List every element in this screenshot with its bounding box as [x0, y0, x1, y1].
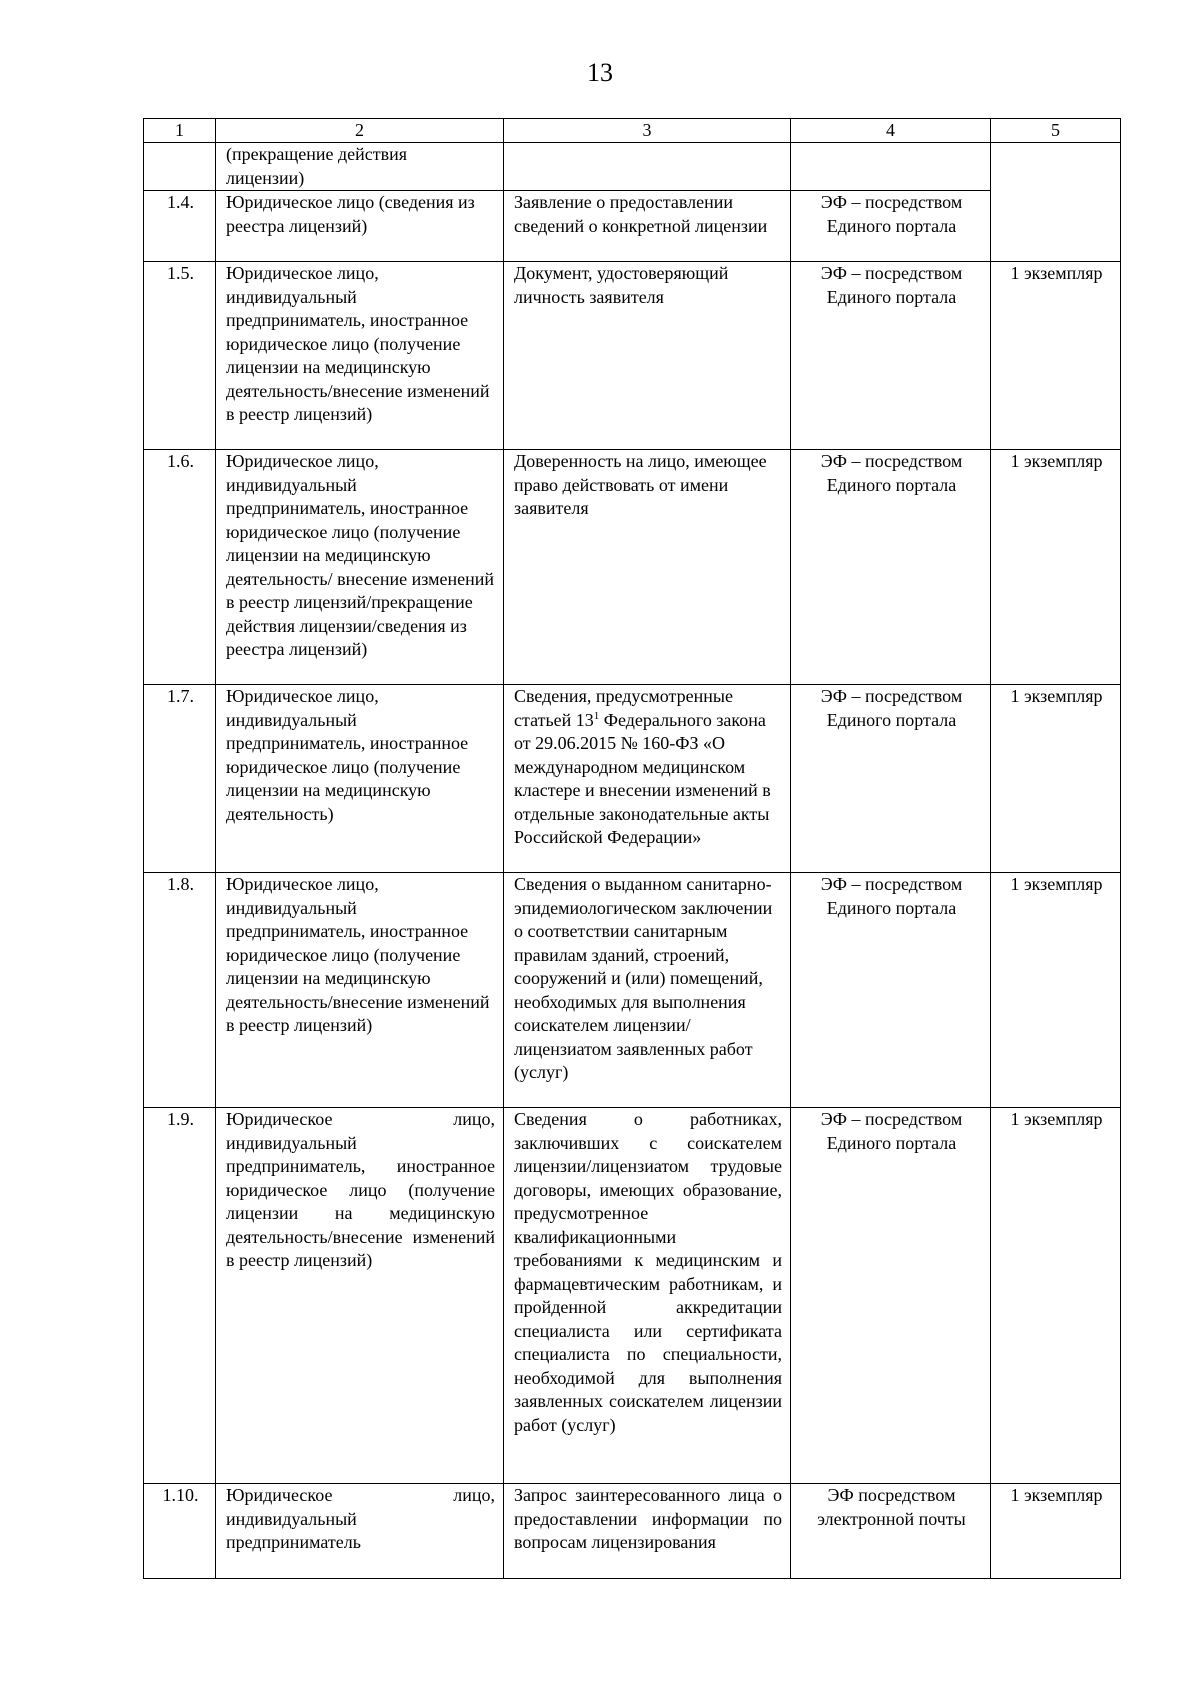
quantity-cell: 1 экземпляр — [991, 450, 1121, 685]
quantity-cell: 1 экземпляр — [991, 873, 1121, 1108]
document-cell: Сведения о выданном санитарно-эпидемиологическом заключении о соответствии санитарным правилам зданий, строений, сооружений и (или) помещений, необходимых для выполнения соискателем лицензии/ лицензиатом заявленных работ (услуг) — [504, 873, 791, 1108]
row-number: 1.6. — [144, 450, 216, 685]
documents-table — [143, 118, 1121, 1579]
column-header-4: 4 — [791, 119, 991, 143]
table-row — [144, 191, 1121, 262]
form-cell: ЭФ посредством электронной почты — [791, 1484, 991, 1579]
table-row — [144, 1108, 1121, 1484]
document-text-cont: Федерального закона от 29.06.2015 № 160-ФЗ «О международном медицинском кластере и внесении изменений в отдельные законодательные акты Российской Федерации» — [514, 709, 771, 847]
table-header-row — [144, 119, 1121, 143]
table-row — [144, 450, 1121, 685]
table-row — [144, 262, 1121, 450]
quantity-cell: 1 экземпляр — [991, 685, 1121, 873]
document-cell: Сведения о работниках, заключивших с соискателем лицензии/лицензиатом трудовые договоры, имеющих образование, предусмотренное квалификационными требованиями к медицинским и фармацевтическим работникам, и пройденной аккредитации специалиста или сертификата специалиста по специальности, необходимой для выполнения заявленных соискателем лицензии работ (услуг) — [504, 1108, 791, 1484]
quantity-cell: 1 экземпляр — [991, 1108, 1121, 1484]
row-number: 1.10. — [144, 1484, 216, 1579]
applicant-cell: Юридическое лицо, индивидуальный предприниматель, иностранное юридическое лицо (получение лицензии на медицинскую деятельность/внесение изменений в реестр лицензий) — [216, 262, 504, 450]
table-row — [144, 873, 1121, 1108]
table-row — [144, 685, 1121, 873]
column-header-5: 5 — [991, 119, 1121, 143]
row-number: 1.5. — [144, 262, 216, 450]
form-cell: ЭФ – посредством Единого портала — [791, 191, 991, 262]
row-number: 1.4. — [144, 191, 216, 262]
applicant-cell: Юридическое лицо, индивидуальный предприниматель, иностранное юридическое лицо (получение лицензии на медицинскую деятельность) — [216, 685, 504, 873]
column-header-3: 3 — [504, 119, 791, 143]
document-cell: Доверенность на лицо, имеющее право действовать от имени заявителя — [504, 450, 791, 685]
form-cell: ЭФ – посредством Единого портала — [791, 685, 991, 873]
quantity-cell — [991, 143, 1121, 262]
document-text: Сведения, предусмотренные статьей 13 — [514, 686, 733, 730]
applicant-cell: Юридическое лицо (сведения из реестра лицензий) — [216, 191, 504, 262]
applicant-cell: Юридическое лицо, индивидуальный предприниматель, иностранное юридическое лицо (получение лицензии на медицинскую деятельность/внесение изменений в реестр лицензий) — [216, 873, 504, 1108]
form-cell: ЭФ – посредством Единого портала — [791, 262, 991, 450]
column-header-1: 1 — [144, 119, 216, 143]
row-number: 1.8. — [144, 873, 216, 1108]
table-row-continuation — [144, 143, 1121, 191]
table-row — [144, 1484, 1121, 1579]
document-cell: Заявление о предоставлении сведений о конкретной лицензии — [504, 191, 791, 262]
applicant-cell: Юридическое лицо, индивидуальный предприниматель, иностранное юридическое лицо (получение лицензии на медицинскую деятельность/внесение изменений в реестр лицензий) — [216, 1108, 504, 1484]
column-header-2: 2 — [216, 119, 504, 143]
applicant-cell: Юридическое лицо, индивидуальный предприниматель — [216, 1484, 504, 1579]
form-cell: ЭФ – посредством Единого портала — [791, 1108, 991, 1484]
form-cell: ЭФ – посредством Единого портала — [791, 450, 991, 685]
document-cell: Запрос заинтересованного лица о предоставлении информации по вопросам лицензирования — [504, 1484, 791, 1579]
document-superscript: 1 — [593, 709, 600, 722]
row-number: 1.9. — [144, 1108, 216, 1484]
document-cell — [504, 685, 791, 873]
quantity-cell: 1 экземпляр — [991, 1484, 1121, 1579]
form-cell: ЭФ – посредством Единого портала — [791, 873, 991, 1108]
document-cell: Документ, удостоверяющий личность заявителя — [504, 262, 791, 450]
applicant-cell: (прекращение действия лицензии) — [216, 143, 504, 191]
row-number: 1.7. — [144, 685, 216, 873]
quantity-cell: 1 экземпляр — [991, 262, 1121, 450]
applicant-cell: Юридическое лицо, индивидуальный предприниматель, иностранное юридическое лицо (получение лицензии на медицинскую деятельность/ внесение изменений в реестр лицензий/прекращение действия лицензии/сведения из реестра лицензий) — [216, 450, 504, 685]
page-number: 13 — [587, 58, 613, 87]
